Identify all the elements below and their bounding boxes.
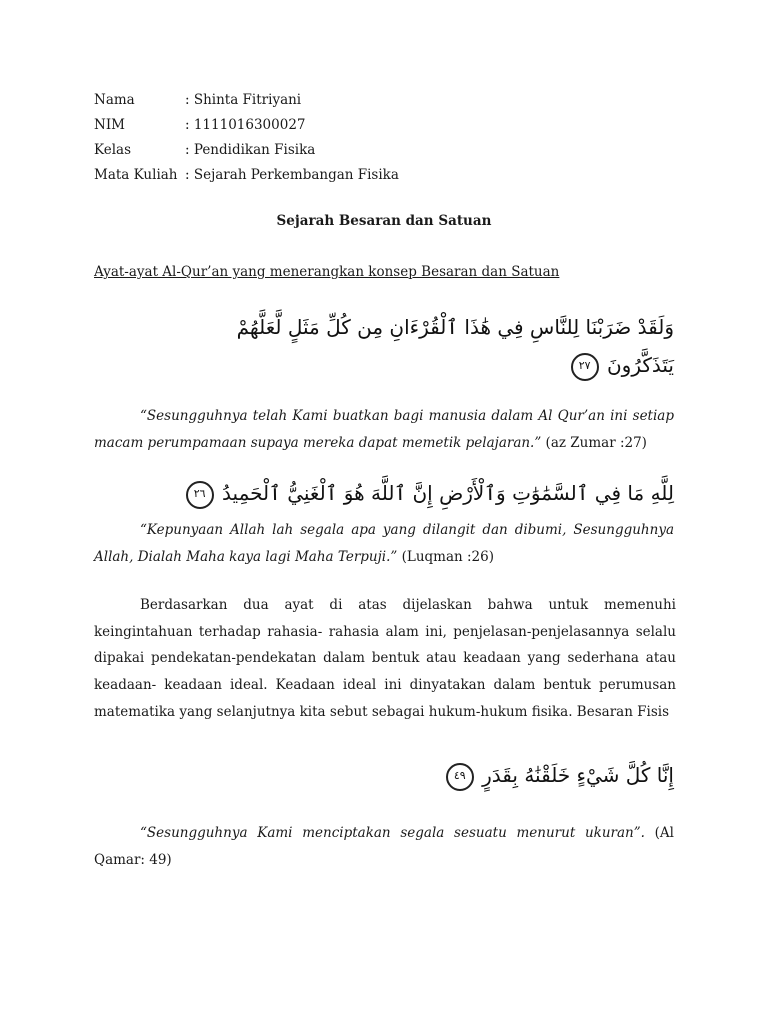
section-subtitle: Ayat-ayat Al-Qur’an yang menerangkan konsep Besaran dan Satuan xyxy=(94,264,560,280)
arabic-verse-line-2 xyxy=(84,346,674,384)
info-value: : Pendidikan Fisika xyxy=(185,142,316,158)
verse-reference: (Luqman :26) xyxy=(397,549,495,565)
verse-reference: (Al Qamar: 49) xyxy=(94,825,675,868)
body-paragraph: Berdasarkan dua ayat di atas dijelaskan bahwa untuk memenuhi keingintahuan terhadap rahasia- rahasia alam ini, penjelasan-penjelasannya selalu dipakai pendekatan-pendekatan dalam bentuk atau keadaan yang sederhana atau keadaan- keadaan ideal. Keadaan ideal ini dinyatakan dalam bentuk perumusan matematika yang selanjutnya kita sebut sebagai hukum-hukum fisika. Besaran Fisis xyxy=(94,597,676,720)
ayah-number-badge: ٢٧ xyxy=(571,353,599,381)
translation-1 xyxy=(94,403,674,457)
info-row-mata-kuliah xyxy=(94,163,399,188)
arabic-verse-text: لِلَّهِ مَا فِي ٱلسَّمَٰوَٰتِ وَٱلْأَرْضِ إِنَّ ٱللَّهَ هُوَ ٱلْغَنِيُّ ٱلْحَمِيدُ xyxy=(222,481,674,505)
info-label: Kelas xyxy=(94,142,132,158)
arabic-verse-text: يَتَذَكَّرُونَ xyxy=(606,353,674,377)
info-label: Mata Kuliah xyxy=(94,167,178,183)
ayah-number-badge: ٤٩ xyxy=(446,763,474,791)
translation-text: “Kepunyaan Allah lah segala apa yang dilangit dan dibumi, Sesungguhnya Allah, Dialah Maha kaya lagi Maha Terpuji.” xyxy=(94,522,674,565)
translation-3 xyxy=(94,820,674,874)
arabic-verse-2 xyxy=(84,474,674,512)
arabic-verse-3 xyxy=(274,756,674,794)
info-value: : 1111016300027 xyxy=(185,117,306,133)
info-row-kelas xyxy=(94,138,399,163)
arabic-verse-text: إِنَّا كُلَّ شَيْءٍ خَلَقْنَٰهُ بِقَدَرٍ xyxy=(482,763,674,787)
info-row-nim xyxy=(94,113,399,138)
info-value: : Shinta Fitriyani xyxy=(185,92,302,108)
arabic-verse-1 xyxy=(84,308,674,384)
translation-text: “Sesungguhnya telah Kami buatkan bagi manusia dalam Al Qur’an ini setiap macam perumpamaan supaya mereka dapat memetik pelajaran.” xyxy=(94,408,674,451)
info-row-nama xyxy=(94,88,399,113)
translation-2 xyxy=(94,517,674,571)
info-label: Nama xyxy=(94,92,135,108)
translation-text: “Sesungguhnya Kami menciptakan segala sesuatu menurut ukuran”. xyxy=(140,825,645,841)
arabic-verse-line: وَلَقَدْ ضَرَبْنَا لِلنَّاسِ فِي هَٰذَا ٱلْقُرْءَانِ مِن كُلِّ مَثَلٍ لَّعَلَّهُمْ xyxy=(236,315,674,339)
verse-reference: (az Zumar :27) xyxy=(541,435,647,451)
student-info xyxy=(94,88,399,188)
ayah-number-badge: ٢٦ xyxy=(186,481,214,509)
info-value: : Sejarah Perkembangan Fisika xyxy=(185,167,399,183)
info-label: NIM xyxy=(94,117,125,133)
document-title: Sejarah Besaran dan Satuan xyxy=(276,213,492,229)
